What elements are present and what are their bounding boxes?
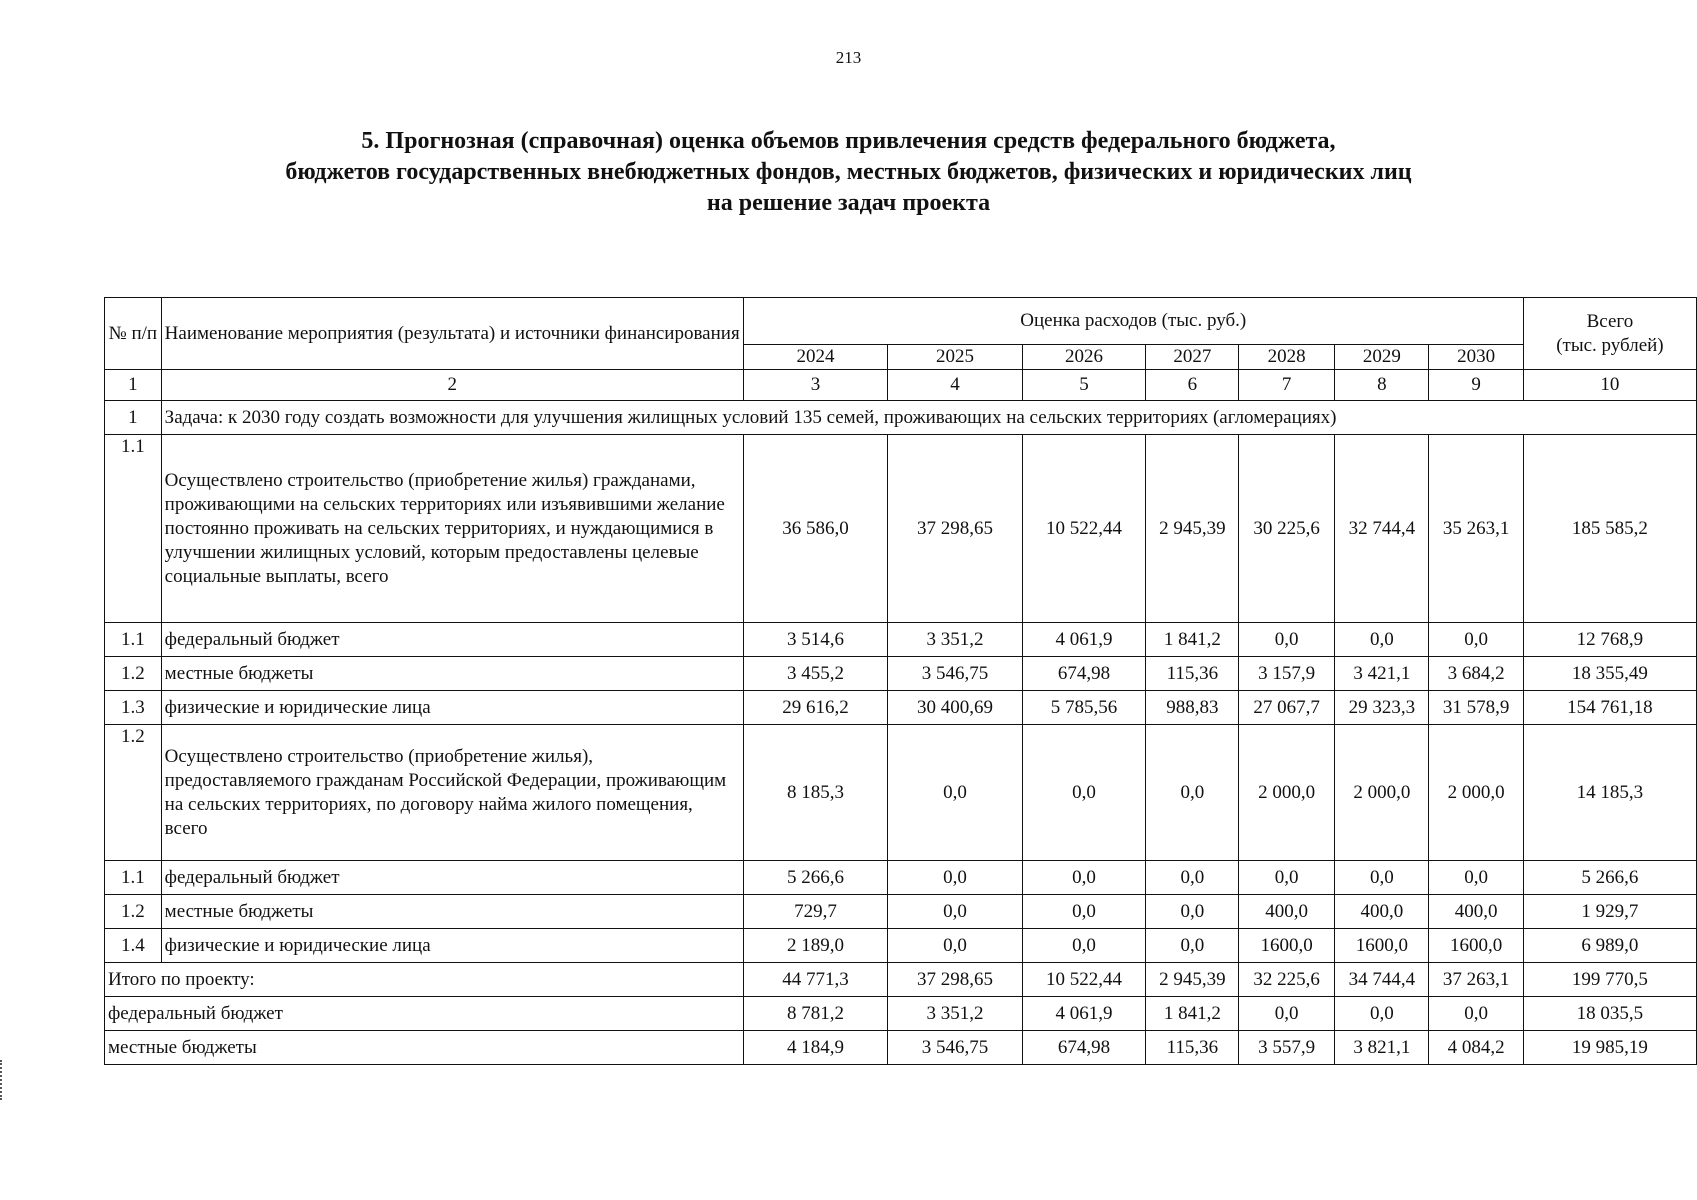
- totals-year-value: 44 771,3: [743, 963, 888, 997]
- totals-year-value: 3 557,9: [1239, 1031, 1335, 1065]
- row-year-value: 8 185,3: [743, 725, 888, 861]
- row-year-value: 0,0: [1146, 725, 1239, 861]
- row-year-value: 115,36: [1146, 657, 1239, 691]
- column-number: 5: [1022, 370, 1146, 401]
- totals-year-value: 674,98: [1022, 1031, 1146, 1065]
- header-name: Наименование мероприятия (результата) и источники финансирования: [161, 298, 743, 370]
- column-number: 10: [1523, 370, 1696, 401]
- totals-year-value: 0,0: [1335, 997, 1429, 1031]
- column-number: 9: [1429, 370, 1523, 401]
- row-num: 1.1: [105, 435, 162, 623]
- header-year: 2024: [743, 345, 888, 370]
- table-row: [105, 691, 1697, 725]
- header-expenses: Оценка расходов (тыс. руб.): [743, 298, 1523, 345]
- totals-year-value: 37 263,1: [1429, 963, 1523, 997]
- totals-grand-value: 199 770,5: [1523, 963, 1696, 997]
- column-number: 3: [743, 370, 888, 401]
- row-year-value: 36 586,0: [743, 435, 888, 623]
- row-year-value: 0,0: [1335, 623, 1429, 657]
- totals-row: [105, 997, 1697, 1031]
- row-year-value: 1600,0: [1335, 929, 1429, 963]
- row-total-value: 18 355,49: [1523, 657, 1696, 691]
- row-name: физические и юридические лица: [161, 691, 743, 725]
- row-year-value: 0,0: [1335, 861, 1429, 895]
- budget-table-body: [105, 298, 1697, 1065]
- row-year-value: 0,0: [1146, 929, 1239, 963]
- row-year-value: 0,0: [888, 929, 1022, 963]
- totals-year-value: 4 184,9: [743, 1031, 888, 1065]
- row-year-value: 400,0: [1239, 895, 1335, 929]
- totals-year-value: 3 546,75: [888, 1031, 1022, 1065]
- row-year-value: 27 067,7: [1239, 691, 1335, 725]
- row-year-value: 35 263,1: [1429, 435, 1523, 623]
- budget-table: [104, 297, 1697, 1065]
- totals-year-value: 1 841,2: [1146, 997, 1239, 1031]
- row-name: местные бюджеты: [161, 895, 743, 929]
- row-year-value: 0,0: [888, 895, 1022, 929]
- title-line-2: бюджетов государственных внебюджетных фондов, местных бюджетов, физических и юридических лиц: [285, 159, 1412, 185]
- row-year-value: 0,0: [1146, 895, 1239, 929]
- scan-margin-marks: [0, 1060, 6, 1100]
- row-year-value: 3 684,2: [1429, 657, 1523, 691]
- column-number: 2: [161, 370, 743, 401]
- header-row-1: [105, 298, 1697, 345]
- row-name: федеральный бюджет: [161, 623, 743, 657]
- table-row: [105, 623, 1697, 657]
- row-num: 1.1: [105, 861, 162, 895]
- row-year-value: 3 421,1: [1335, 657, 1429, 691]
- header-year: 2025: [888, 345, 1022, 370]
- header-total-line-2: (тыс. рублей): [1556, 334, 1664, 356]
- table-row: [105, 861, 1697, 895]
- row-year-value: 674,98: [1022, 657, 1146, 691]
- totals-label: федеральный бюджет: [105, 997, 744, 1031]
- header-year: 2026: [1022, 345, 1146, 370]
- row-name: физические и юридические лица: [161, 929, 743, 963]
- row-num: 1.4: [105, 929, 162, 963]
- row-year-value: 0,0: [1022, 725, 1146, 861]
- header-num: № п/п: [105, 298, 162, 370]
- totals-year-value: 0,0: [1429, 997, 1523, 1031]
- row-year-value: 5 266,6: [743, 861, 888, 895]
- row-year-value: 3 157,9: [1239, 657, 1335, 691]
- totals-year-value: 4 084,2: [1429, 1031, 1523, 1065]
- column-number: 4: [888, 370, 1022, 401]
- header-year: 2028: [1239, 345, 1335, 370]
- header-total: [1523, 298, 1696, 370]
- totals-year-value: 8 781,2: [743, 997, 888, 1031]
- header-year: 2029: [1335, 345, 1429, 370]
- row-year-value: 988,83: [1146, 691, 1239, 725]
- row-year-value: 0,0: [1146, 861, 1239, 895]
- row-year-value: 1 841,2: [1146, 623, 1239, 657]
- column-number: 1: [105, 370, 162, 401]
- row-total-value: 6 989,0: [1523, 929, 1696, 963]
- row-year-value: 3 455,2: [743, 657, 888, 691]
- header-year: 2030: [1429, 345, 1523, 370]
- table-row: [105, 657, 1697, 691]
- totals-year-value: 3 821,1: [1335, 1031, 1429, 1065]
- row-year-value: 30 400,69: [888, 691, 1022, 725]
- row-total-value: 154 761,18: [1523, 691, 1696, 725]
- row-year-value: 2 945,39: [1146, 435, 1239, 623]
- totals-year-value: 2 945,39: [1146, 963, 1239, 997]
- row-name: Осуществлено строительство (приобретение жилья) гражданами, проживающими на сельских территориях или изъявившими желание постоянно проживать на сельских территориях, и нуждающимися в улучшении жилищных условий, которым предоставлены целевые социальные выплаты, всего: [161, 435, 743, 623]
- table-row: [105, 895, 1697, 929]
- row-name: местные бюджеты: [161, 657, 743, 691]
- totals-label: местные бюджеты: [105, 1031, 744, 1065]
- totals-year-value: 0,0: [1239, 997, 1335, 1031]
- column-number: 8: [1335, 370, 1429, 401]
- row-year-value: 37 298,65: [888, 435, 1022, 623]
- totals-year-value: 37 298,65: [888, 963, 1022, 997]
- totals-label: Итого по проекту:: [105, 963, 744, 997]
- row-year-value: 400,0: [1335, 895, 1429, 929]
- row-total-value: 12 768,9: [1523, 623, 1696, 657]
- totals-year-value: 10 522,44: [1022, 963, 1146, 997]
- row-year-value: 729,7: [743, 895, 888, 929]
- column-number-row: [105, 370, 1697, 401]
- row-year-value: 3 351,2: [888, 623, 1022, 657]
- row-year-value: 3 514,6: [743, 623, 888, 657]
- row-year-value: 0,0: [1239, 861, 1335, 895]
- table-row: [105, 929, 1697, 963]
- row-year-value: 4 061,9: [1022, 623, 1146, 657]
- row-year-value: 2 000,0: [1239, 725, 1335, 861]
- row-year-value: 1600,0: [1429, 929, 1523, 963]
- row-year-value: 29 616,2: [743, 691, 888, 725]
- row-name: федеральный бюджет: [161, 861, 743, 895]
- totals-year-value: 115,36: [1146, 1031, 1239, 1065]
- row-year-value: 2 000,0: [1335, 725, 1429, 861]
- row-num: 1.2: [105, 895, 162, 929]
- row-num: 1.3: [105, 691, 162, 725]
- row-year-value: 0,0: [888, 861, 1022, 895]
- row-total-value: 1 929,7: [1523, 895, 1696, 929]
- row-year-value: 29 323,3: [1335, 691, 1429, 725]
- title-line-1: 5. Прогнозная (справочная) оценка объемов привлечения средств федерального бюджета,: [361, 128, 1336, 154]
- document-title: [180, 126, 1517, 219]
- row-num: 1.2: [105, 725, 162, 861]
- column-number: 7: [1239, 370, 1335, 401]
- row-year-value: 32 744,4: [1335, 435, 1429, 623]
- row-total-value: 185 585,2: [1523, 435, 1696, 623]
- table-row: [105, 435, 1697, 623]
- row-year-value: 0,0: [1022, 895, 1146, 929]
- row-year-value: 5 785,56: [1022, 691, 1146, 725]
- row-year-value: 2 189,0: [743, 929, 888, 963]
- row-year-value: 10 522,44: [1022, 435, 1146, 623]
- header-total-line-1: Всего: [1586, 310, 1634, 332]
- task-text: Задача: к 2030 году создать возможности для улучшения жилищных условий 135 семей, проживающих на сельских территориях (агломерациях): [161, 401, 1696, 435]
- title-line-3: на решение задач проекта: [706, 190, 991, 216]
- row-year-value: 2 000,0: [1429, 725, 1523, 861]
- totals-row: [105, 1031, 1697, 1065]
- row-year-value: 31 578,9: [1429, 691, 1523, 725]
- row-year-value: 400,0: [1429, 895, 1523, 929]
- row-year-value: 0,0: [1239, 623, 1335, 657]
- page-number: 213: [835, 48, 862, 67]
- totals-grand-value: 18 035,5: [1523, 997, 1696, 1031]
- row-num: 1.1: [105, 623, 162, 657]
- row-year-value: 0,0: [1429, 861, 1523, 895]
- totals-grand-value: 19 985,19: [1523, 1031, 1696, 1065]
- totals-year-value: 3 351,2: [888, 997, 1022, 1031]
- row-num: 1.2: [105, 657, 162, 691]
- row-name: Осуществлено строительство (приобретение жилья), предоставляемого гражданам Российской Федерации, проживающим на сельских территориях, по договору найма жилого помещения, всего: [161, 725, 743, 861]
- totals-year-value: 34 744,4: [1335, 963, 1429, 997]
- totals-year-value: 32 225,6: [1239, 963, 1335, 997]
- row-total-value: 14 185,3: [1523, 725, 1696, 861]
- column-number: 6: [1146, 370, 1239, 401]
- task-row: [105, 401, 1697, 435]
- totals-row: [105, 963, 1697, 997]
- row-year-value: 0,0: [888, 725, 1022, 861]
- table-row: [105, 725, 1697, 861]
- row-year-value: 0,0: [1429, 623, 1523, 657]
- row-year-value: 3 546,75: [888, 657, 1022, 691]
- row-year-value: 1600,0: [1239, 929, 1335, 963]
- header-year: 2027: [1146, 345, 1239, 370]
- row-total-value: 5 266,6: [1523, 861, 1696, 895]
- row-year-value: 0,0: [1022, 929, 1146, 963]
- task-num: 1: [105, 401, 162, 435]
- row-year-value: 0,0: [1022, 861, 1146, 895]
- row-year-value: 30 225,6: [1239, 435, 1335, 623]
- totals-year-value: 4 061,9: [1022, 997, 1146, 1031]
